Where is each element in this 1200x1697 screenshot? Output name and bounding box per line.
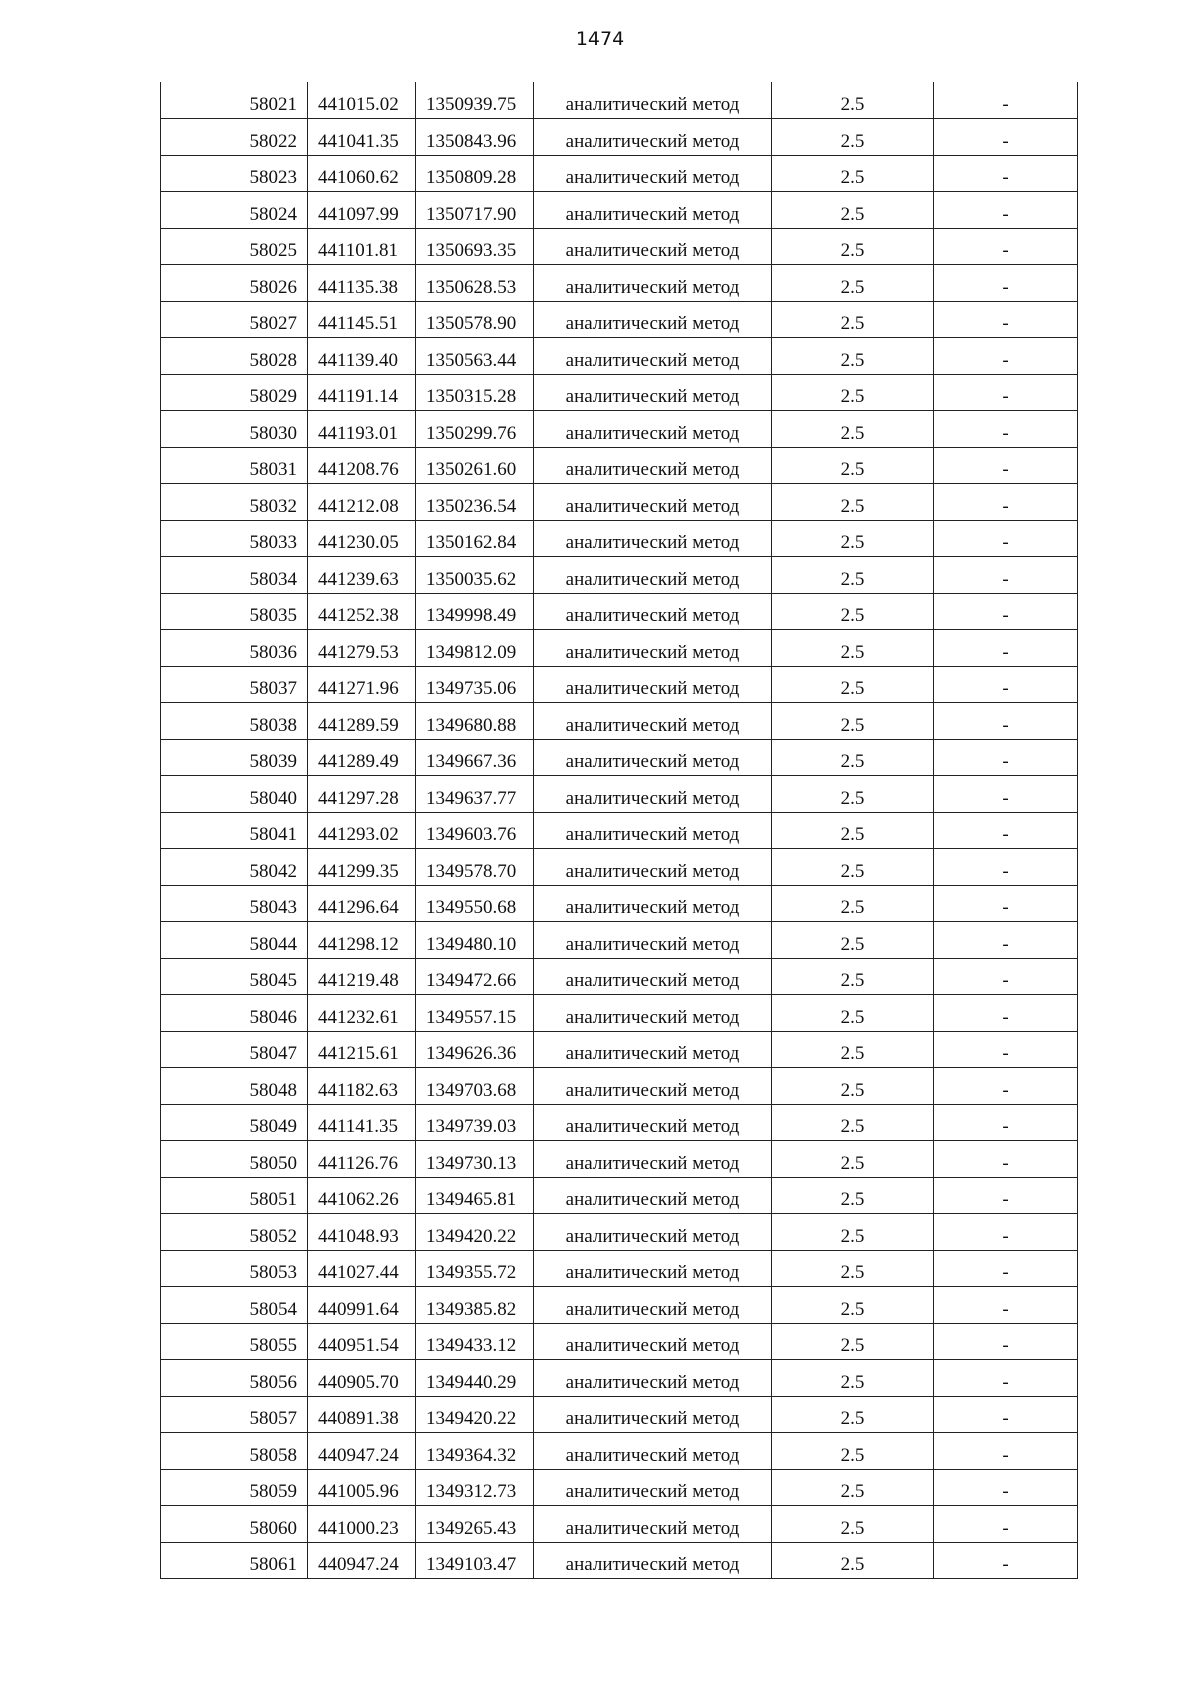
note-cell: -	[934, 119, 1078, 156]
accuracy-cell: 2.5	[772, 1323, 934, 1360]
accuracy-cell: 2.5	[772, 849, 934, 886]
y-coordinate-cell: 1349667.36	[416, 739, 534, 776]
x-coordinate-cell: 441208.76	[308, 447, 416, 484]
x-coordinate-cell: 441097.99	[308, 192, 416, 229]
method-cell: аналитический метод	[534, 301, 772, 338]
method-cell: аналитический метод	[534, 1141, 772, 1178]
method-cell: аналитический метод	[534, 265, 772, 302]
note-cell: -	[934, 1360, 1078, 1397]
point-number-cell: 58037	[161, 666, 308, 703]
y-coordinate-cell: 1350315.28	[416, 374, 534, 411]
method-cell: аналитический метод	[534, 885, 772, 922]
x-coordinate-cell: 441126.76	[308, 1141, 416, 1178]
method-cell: аналитический метод	[534, 666, 772, 703]
table-row	[161, 155, 1078, 192]
y-coordinate-cell: 1349812.09	[416, 630, 534, 667]
page-number: 1474	[575, 28, 625, 50]
note-cell: -	[934, 374, 1078, 411]
y-coordinate-cell: 1350843.96	[416, 119, 534, 156]
x-coordinate-cell: 441101.81	[308, 228, 416, 265]
y-coordinate-cell: 1350939.75	[416, 82, 534, 119]
point-number-cell: 58025	[161, 228, 308, 265]
note-cell: -	[934, 1250, 1078, 1287]
table-row	[161, 666, 1078, 703]
accuracy-cell: 2.5	[772, 885, 934, 922]
point-number-cell: 58026	[161, 265, 308, 302]
method-cell: аналитический метод	[534, 995, 772, 1032]
x-coordinate-cell: 441005.96	[308, 1469, 416, 1506]
table-row	[161, 1068, 1078, 1105]
method-cell: аналитический метод	[534, 1250, 772, 1287]
accuracy-cell: 2.5	[772, 155, 934, 192]
accuracy-cell: 2.5	[772, 1031, 934, 1068]
x-coordinate-cell: 441141.35	[308, 1104, 416, 1141]
point-number-cell: 58045	[161, 958, 308, 995]
x-coordinate-cell: 440947.24	[308, 1433, 416, 1470]
x-coordinate-cell: 441060.62	[308, 155, 416, 192]
note-cell: -	[934, 1542, 1078, 1579]
x-coordinate-cell: 441027.44	[308, 1250, 416, 1287]
point-number-cell: 58053	[161, 1250, 308, 1287]
note-cell: -	[934, 1433, 1078, 1470]
note-cell: -	[934, 1323, 1078, 1360]
accuracy-cell: 2.5	[772, 1360, 934, 1397]
point-number-cell: 58061	[161, 1542, 308, 1579]
method-cell: аналитический метод	[534, 155, 772, 192]
note-cell: -	[934, 557, 1078, 594]
accuracy-cell: 2.5	[772, 958, 934, 995]
table-row	[161, 557, 1078, 594]
accuracy-cell: 2.5	[772, 593, 934, 630]
note-cell: -	[934, 849, 1078, 886]
x-coordinate-cell: 441232.61	[308, 995, 416, 1032]
method-cell: аналитический метод	[534, 593, 772, 630]
x-coordinate-cell: 441296.64	[308, 885, 416, 922]
note-cell: -	[934, 447, 1078, 484]
method-cell: аналитический метод	[534, 1214, 772, 1251]
table-row	[161, 703, 1078, 740]
table-row	[161, 1031, 1078, 1068]
table-row	[161, 411, 1078, 448]
table-row	[161, 1323, 1078, 1360]
point-number-cell: 58055	[161, 1323, 308, 1360]
accuracy-cell: 2.5	[772, 1177, 934, 1214]
point-number-cell: 58028	[161, 338, 308, 375]
y-coordinate-cell: 1349557.15	[416, 995, 534, 1032]
table-row	[161, 1542, 1078, 1579]
accuracy-cell: 2.5	[772, 1141, 934, 1178]
table-row	[161, 1141, 1078, 1178]
x-coordinate-cell: 441048.93	[308, 1214, 416, 1251]
table-row	[161, 1177, 1078, 1214]
method-cell: аналитический метод	[534, 1396, 772, 1433]
y-coordinate-cell: 1350236.54	[416, 484, 534, 521]
point-number-cell: 58038	[161, 703, 308, 740]
note-cell: -	[934, 411, 1078, 448]
method-cell: аналитический метод	[534, 776, 772, 813]
point-number-cell: 58059	[161, 1469, 308, 1506]
method-cell: аналитический метод	[534, 739, 772, 776]
method-cell: аналитический метод	[534, 1469, 772, 1506]
y-coordinate-cell: 1349465.81	[416, 1177, 534, 1214]
x-coordinate-cell: 441298.12	[308, 922, 416, 959]
method-cell: аналитический метод	[534, 192, 772, 229]
y-coordinate-cell: 1349626.36	[416, 1031, 534, 1068]
x-coordinate-cell: 441299.35	[308, 849, 416, 886]
accuracy-cell: 2.5	[772, 776, 934, 813]
accuracy-cell: 2.5	[772, 739, 934, 776]
x-coordinate-cell: 441271.96	[308, 666, 416, 703]
table-row	[161, 630, 1078, 667]
point-number-cell: 58043	[161, 885, 308, 922]
accuracy-cell: 2.5	[772, 82, 934, 119]
point-number-cell: 58029	[161, 374, 308, 411]
method-cell: аналитический метод	[534, 557, 772, 594]
table-row	[161, 1469, 1078, 1506]
y-coordinate-cell: 1349998.49	[416, 593, 534, 630]
y-coordinate-cell: 1349420.22	[416, 1214, 534, 1251]
table-row	[161, 1287, 1078, 1324]
note-cell: -	[934, 666, 1078, 703]
table-row	[161, 1360, 1078, 1397]
point-number-cell: 58056	[161, 1360, 308, 1397]
note-cell: -	[934, 995, 1078, 1032]
table-row	[161, 1506, 1078, 1543]
point-number-cell: 58024	[161, 192, 308, 229]
note-cell: -	[934, 776, 1078, 813]
y-coordinate-cell: 1349433.12	[416, 1323, 534, 1360]
table-row	[161, 739, 1078, 776]
y-coordinate-cell: 1349730.13	[416, 1141, 534, 1178]
y-coordinate-cell: 1349103.47	[416, 1542, 534, 1579]
note-cell: -	[934, 1287, 1078, 1324]
note-cell: -	[934, 1506, 1078, 1543]
point-number-cell: 58048	[161, 1068, 308, 1105]
note-cell: -	[934, 593, 1078, 630]
table-row	[161, 1250, 1078, 1287]
note-cell: -	[934, 1141, 1078, 1178]
table-row	[161, 338, 1078, 375]
method-cell: аналитический метод	[534, 1433, 772, 1470]
method-cell: аналитический метод	[534, 1104, 772, 1141]
note-cell: -	[934, 1031, 1078, 1068]
accuracy-cell: 2.5	[772, 447, 934, 484]
accuracy-cell: 2.5	[772, 1396, 934, 1433]
note-cell: -	[934, 703, 1078, 740]
method-cell: аналитический метод	[534, 922, 772, 959]
method-cell: аналитический метод	[534, 228, 772, 265]
table-row	[161, 1396, 1078, 1433]
point-number-cell: 58032	[161, 484, 308, 521]
x-coordinate-cell: 440891.38	[308, 1396, 416, 1433]
accuracy-cell: 2.5	[772, 630, 934, 667]
method-cell: аналитический метод	[534, 1068, 772, 1105]
y-coordinate-cell: 1350717.90	[416, 192, 534, 229]
coordinates-table	[160, 82, 1078, 1579]
point-number-cell: 58036	[161, 630, 308, 667]
x-coordinate-cell: 441219.48	[308, 958, 416, 995]
table-row	[161, 374, 1078, 411]
y-coordinate-cell: 1349637.77	[416, 776, 534, 813]
table-row	[161, 82, 1078, 119]
accuracy-cell: 2.5	[772, 119, 934, 156]
point-number-cell: 58051	[161, 1177, 308, 1214]
point-number-cell: 58023	[161, 155, 308, 192]
method-cell: аналитический метод	[534, 520, 772, 557]
point-number-cell: 58040	[161, 776, 308, 813]
method-cell: аналитический метод	[534, 1506, 772, 1543]
y-coordinate-cell: 1350563.44	[416, 338, 534, 375]
y-coordinate-cell: 1349480.10	[416, 922, 534, 959]
method-cell: аналитический метод	[534, 703, 772, 740]
x-coordinate-cell: 441041.35	[308, 119, 416, 156]
y-coordinate-cell: 1350299.76	[416, 411, 534, 448]
table-row	[161, 812, 1078, 849]
accuracy-cell: 2.5	[772, 1433, 934, 1470]
accuracy-cell: 2.5	[772, 1068, 934, 1105]
point-number-cell: 58035	[161, 593, 308, 630]
y-coordinate-cell: 1349440.29	[416, 1360, 534, 1397]
y-coordinate-cell: 1350693.35	[416, 228, 534, 265]
point-number-cell: 58022	[161, 119, 308, 156]
y-coordinate-cell: 1350162.84	[416, 520, 534, 557]
method-cell: аналитический метод	[534, 812, 772, 849]
x-coordinate-cell: 441062.26	[308, 1177, 416, 1214]
table-row	[161, 192, 1078, 229]
y-coordinate-cell: 1349312.73	[416, 1469, 534, 1506]
y-coordinate-cell: 1350578.90	[416, 301, 534, 338]
y-coordinate-cell: 1349735.06	[416, 666, 534, 703]
note-cell: -	[934, 812, 1078, 849]
x-coordinate-cell: 441145.51	[308, 301, 416, 338]
y-coordinate-cell: 1349578.70	[416, 849, 534, 886]
accuracy-cell: 2.5	[772, 1104, 934, 1141]
method-cell: аналитический метод	[534, 1031, 772, 1068]
method-cell: аналитический метод	[534, 630, 772, 667]
note-cell: -	[934, 1469, 1078, 1506]
accuracy-cell: 2.5	[772, 1214, 934, 1251]
table-row	[161, 958, 1078, 995]
note-cell: -	[934, 630, 1078, 667]
note-cell: -	[934, 484, 1078, 521]
table-row	[161, 885, 1078, 922]
y-coordinate-cell: 1349265.43	[416, 1506, 534, 1543]
method-cell: аналитический метод	[534, 374, 772, 411]
table-row	[161, 447, 1078, 484]
accuracy-cell: 2.5	[772, 557, 934, 594]
table-row	[161, 593, 1078, 630]
y-coordinate-cell: 1349472.66	[416, 958, 534, 995]
point-number-cell: 58030	[161, 411, 308, 448]
x-coordinate-cell: 440905.70	[308, 1360, 416, 1397]
point-number-cell: 58050	[161, 1141, 308, 1178]
accuracy-cell: 2.5	[772, 1250, 934, 1287]
accuracy-cell: 2.5	[772, 812, 934, 849]
table-row	[161, 995, 1078, 1032]
note-cell: -	[934, 1104, 1078, 1141]
method-cell: аналитический метод	[534, 447, 772, 484]
method-cell: аналитический метод	[534, 1360, 772, 1397]
point-number-cell: 58031	[161, 447, 308, 484]
x-coordinate-cell: 441293.02	[308, 812, 416, 849]
accuracy-cell: 2.5	[772, 1506, 934, 1543]
y-coordinate-cell: 1349550.68	[416, 885, 534, 922]
accuracy-cell: 2.5	[772, 228, 934, 265]
point-number-cell: 58027	[161, 301, 308, 338]
y-coordinate-cell: 1349385.82	[416, 1287, 534, 1324]
method-cell: аналитический метод	[534, 1542, 772, 1579]
x-coordinate-cell: 441289.59	[308, 703, 416, 740]
y-coordinate-cell: 1350809.28	[416, 155, 534, 192]
method-cell: аналитический метод	[534, 849, 772, 886]
method-cell: аналитический метод	[534, 1323, 772, 1360]
y-coordinate-cell: 1349355.72	[416, 1250, 534, 1287]
table-row	[161, 1214, 1078, 1251]
x-coordinate-cell: 441191.14	[308, 374, 416, 411]
accuracy-cell: 2.5	[772, 995, 934, 1032]
y-coordinate-cell: 1349420.22	[416, 1396, 534, 1433]
accuracy-cell: 2.5	[772, 192, 934, 229]
accuracy-cell: 2.5	[772, 301, 934, 338]
x-coordinate-cell: 440951.54	[308, 1323, 416, 1360]
x-coordinate-cell: 441212.08	[308, 484, 416, 521]
note-cell: -	[934, 155, 1078, 192]
y-coordinate-cell: 1349603.76	[416, 812, 534, 849]
note-cell: -	[934, 82, 1078, 119]
y-coordinate-cell: 1350628.53	[416, 265, 534, 302]
method-cell: аналитический метод	[534, 1287, 772, 1324]
point-number-cell: 58057	[161, 1396, 308, 1433]
note-cell: -	[934, 338, 1078, 375]
note-cell: -	[934, 885, 1078, 922]
method-cell: аналитический метод	[534, 338, 772, 375]
point-number-cell: 58047	[161, 1031, 308, 1068]
accuracy-cell: 2.5	[772, 265, 934, 302]
point-number-cell: 58021	[161, 82, 308, 119]
note-cell: -	[934, 192, 1078, 229]
point-number-cell: 58058	[161, 1433, 308, 1470]
point-number-cell: 58033	[161, 520, 308, 557]
x-coordinate-cell: 441239.63	[308, 557, 416, 594]
x-coordinate-cell: 441139.40	[308, 338, 416, 375]
point-number-cell: 58049	[161, 1104, 308, 1141]
accuracy-cell: 2.5	[772, 411, 934, 448]
table-row	[161, 520, 1078, 557]
note-cell: -	[934, 265, 1078, 302]
coordinates-table-body	[161, 82, 1078, 1579]
x-coordinate-cell: 441015.02	[308, 82, 416, 119]
x-coordinate-cell: 440947.24	[308, 1542, 416, 1579]
x-coordinate-cell: 441135.38	[308, 265, 416, 302]
x-coordinate-cell: 441000.23	[308, 1506, 416, 1543]
point-number-cell: 58052	[161, 1214, 308, 1251]
table-row	[161, 922, 1078, 959]
note-cell: -	[934, 739, 1078, 776]
method-cell: аналитический метод	[534, 411, 772, 448]
y-coordinate-cell: 1349703.68	[416, 1068, 534, 1105]
x-coordinate-cell: 441289.49	[308, 739, 416, 776]
accuracy-cell: 2.5	[772, 703, 934, 740]
table-row	[161, 776, 1078, 813]
method-cell: аналитический метод	[534, 484, 772, 521]
y-coordinate-cell: 1350035.62	[416, 557, 534, 594]
table-row	[161, 1433, 1078, 1470]
point-number-cell: 58034	[161, 557, 308, 594]
y-coordinate-cell: 1350261.60	[416, 447, 534, 484]
note-cell: -	[934, 520, 1078, 557]
table-row	[161, 849, 1078, 886]
x-coordinate-cell: 440991.64	[308, 1287, 416, 1324]
note-cell: -	[934, 228, 1078, 265]
point-number-cell: 58046	[161, 995, 308, 1032]
point-number-cell: 58044	[161, 922, 308, 959]
note-cell: -	[934, 922, 1078, 959]
table-row	[161, 265, 1078, 302]
note-cell: -	[934, 1177, 1078, 1214]
note-cell: -	[934, 1396, 1078, 1433]
x-coordinate-cell: 441193.01	[308, 411, 416, 448]
table-row	[161, 1104, 1078, 1141]
accuracy-cell: 2.5	[772, 338, 934, 375]
x-coordinate-cell: 441215.61	[308, 1031, 416, 1068]
method-cell: аналитический метод	[534, 958, 772, 995]
table-row	[161, 484, 1078, 521]
accuracy-cell: 2.5	[772, 1542, 934, 1579]
y-coordinate-cell: 1349739.03	[416, 1104, 534, 1141]
note-cell: -	[934, 1214, 1078, 1251]
note-cell: -	[934, 958, 1078, 995]
note-cell: -	[934, 301, 1078, 338]
accuracy-cell: 2.5	[772, 666, 934, 703]
table-row	[161, 301, 1078, 338]
x-coordinate-cell: 441182.63	[308, 1068, 416, 1105]
y-coordinate-cell: 1349680.88	[416, 703, 534, 740]
accuracy-cell: 2.5	[772, 374, 934, 411]
method-cell: аналитический метод	[534, 1177, 772, 1214]
point-number-cell: 58041	[161, 812, 308, 849]
x-coordinate-cell: 441252.38	[308, 593, 416, 630]
accuracy-cell: 2.5	[772, 484, 934, 521]
point-number-cell: 58039	[161, 739, 308, 776]
accuracy-cell: 2.5	[772, 1469, 934, 1506]
point-number-cell: 58060	[161, 1506, 308, 1543]
note-cell: -	[934, 1068, 1078, 1105]
y-coordinate-cell: 1349364.32	[416, 1433, 534, 1470]
accuracy-cell: 2.5	[772, 1287, 934, 1324]
table-row	[161, 119, 1078, 156]
table-row	[161, 228, 1078, 265]
x-coordinate-cell: 441230.05	[308, 520, 416, 557]
method-cell: аналитический метод	[534, 119, 772, 156]
x-coordinate-cell: 441297.28	[308, 776, 416, 813]
method-cell: аналитический метод	[534, 82, 772, 119]
x-coordinate-cell: 441279.53	[308, 630, 416, 667]
accuracy-cell: 2.5	[772, 520, 934, 557]
point-number-cell: 58054	[161, 1287, 308, 1324]
accuracy-cell: 2.5	[772, 922, 934, 959]
point-number-cell: 58042	[161, 849, 308, 886]
